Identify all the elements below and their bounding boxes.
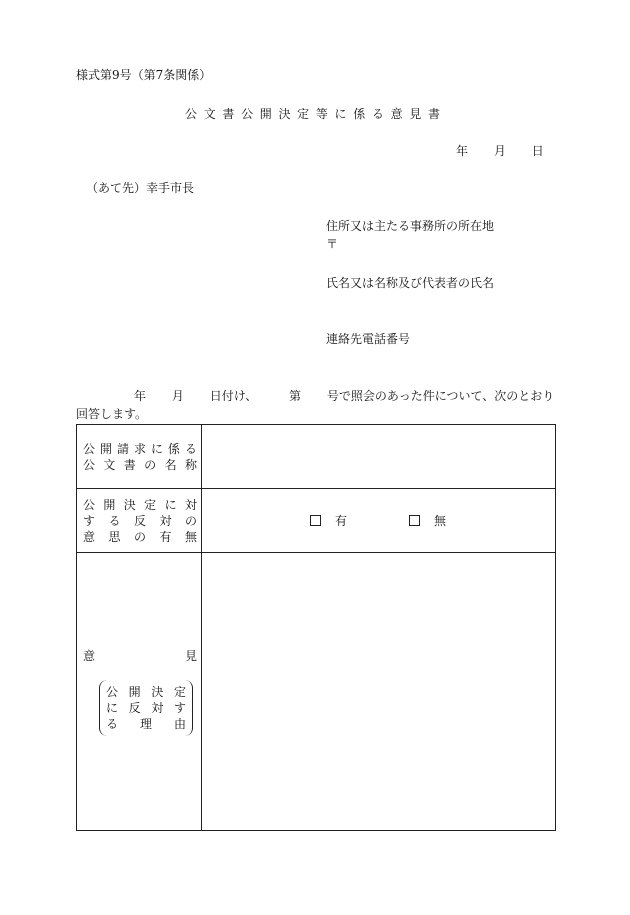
body-year: 年: [134, 389, 147, 403]
form-number: 様式第9号（第7条関係）: [76, 68, 212, 82]
objection-label-line: [83, 513, 197, 529]
document-name-label: [83, 441, 197, 473]
document-name-label-char: 公: [83, 441, 96, 456]
body-line-1: [134, 390, 554, 402]
opinion-reason-char: す: [173, 700, 186, 715]
objection-label-char: す: [83, 513, 96, 528]
objection-label: [83, 497, 197, 545]
document-name-label-cell: [77, 425, 202, 489]
opinion-reason-char: 対: [151, 700, 164, 715]
document-title: [185, 108, 440, 120]
objection-label-char: る: [108, 513, 121, 528]
title-char: 係: [353, 107, 366, 121]
title-char: に: [334, 107, 347, 121]
objection-label-char: 意: [83, 529, 96, 544]
opinion-reason-line: [106, 716, 186, 732]
body-date-suffix: 日付け、: [209, 389, 258, 403]
opinion-label: [83, 648, 197, 664]
title-char: 公: [185, 107, 198, 121]
opinion-reason-char: 決: [151, 684, 164, 699]
objection-label-char: 決: [123, 497, 136, 512]
title-char: 定: [297, 107, 310, 121]
document-name-label-char: 称: [184, 457, 197, 472]
opinion-reason-char: 由: [173, 716, 186, 731]
title-char: 開: [259, 107, 272, 121]
objection-label-char: 有: [159, 529, 172, 544]
opinion-reason-line: [106, 684, 186, 700]
document-name-label-char: 請: [116, 441, 129, 456]
opinion-label-char: 見: [184, 648, 197, 663]
document-name-label-char: 開: [99, 441, 112, 456]
objection-options-cell: [202, 489, 556, 553]
title-char: る: [371, 107, 384, 121]
objection-label-char: 定: [144, 497, 157, 512]
title-char: 意: [390, 107, 403, 121]
objection-label-char: に: [164, 497, 177, 512]
opinion-reason-line: [106, 700, 186, 716]
date-month: 月: [493, 144, 506, 158]
body-number-prefix: 第: [289, 389, 302, 403]
objection-label-char: 反: [133, 513, 146, 528]
date-year: 年: [456, 144, 469, 158]
title-char: 書: [222, 107, 235, 121]
title-char: 見: [409, 107, 422, 121]
addressee: （あて先）幸手市長: [86, 181, 195, 195]
response-table: [76, 424, 556, 831]
objection-label-char: 思: [108, 529, 121, 544]
date-line: [456, 145, 544, 157]
document-name-label-char: 文: [103, 457, 116, 472]
document-name-field[interactable]: [202, 425, 556, 489]
opinion-reason-note: [99, 680, 193, 736]
document-name-label-line: [83, 457, 197, 473]
option-yes-label: 有: [335, 514, 348, 528]
opinion-reason-char: 公: [106, 684, 119, 699]
option-no[interactable]: [409, 512, 446, 529]
body-month: 月: [171, 389, 184, 403]
document-name-label-char: る: [184, 441, 197, 456]
body-line1-rest: 号で照会のあった件について、次のとおり: [326, 389, 555, 403]
objection-label-char: 公: [83, 497, 96, 512]
objection-label-cell: [77, 489, 202, 553]
document-name-label-char: 書: [123, 457, 136, 472]
objection-label-line: [83, 497, 197, 513]
address-label: 住所又は主たる事務所の所在地: [326, 219, 495, 233]
opinion-label-cell: [77, 553, 202, 831]
objection-label-char: 対: [184, 497, 197, 512]
objection-label-line: [83, 529, 197, 545]
opinion-reason-char: る: [106, 716, 119, 731]
body-line-2: 回答します。: [76, 407, 148, 421]
opinion-reason-char: 反: [128, 700, 141, 715]
document-name-label-char: 求: [133, 441, 146, 456]
name-label: 氏名又は名称及び代表者の氏名: [326, 276, 495, 290]
objection-label-char: の: [133, 529, 146, 544]
date-day: 日: [531, 144, 544, 158]
document-name-label-char: 名: [164, 457, 177, 472]
objection-label-char: の: [184, 513, 197, 528]
objection-label-char: 無: [184, 529, 197, 544]
title-char: 公: [241, 107, 254, 121]
title-char: 等: [315, 107, 328, 121]
checkbox-no[interactable]: [409, 515, 420, 526]
document-name-label-line: [83, 441, 197, 457]
opinion-reason-char: 理: [139, 716, 152, 731]
opinion-label-char: 意: [83, 648, 96, 663]
phone-label: 連絡先電話番号: [326, 332, 411, 346]
option-no-label: 無: [434, 514, 447, 528]
opinion-reason-char: 定: [173, 684, 186, 699]
objection-label-char: 対: [159, 513, 172, 528]
title-char: 決: [278, 107, 291, 121]
objection-label-char: 開: [103, 497, 116, 512]
document-name-label-char: に: [150, 441, 163, 456]
title-char: 文: [203, 107, 216, 121]
opinion-field[interactable]: [202, 553, 556, 831]
document-name-label-char: 公: [83, 457, 96, 472]
postal-mark: 〒: [326, 237, 339, 251]
opinion-reason-char: 開: [128, 684, 141, 699]
document-name-label-char: の: [144, 457, 157, 472]
checkbox-yes[interactable]: [310, 515, 321, 526]
opinion-reason-char: に: [106, 700, 119, 715]
document-name-label-char: 係: [167, 441, 180, 456]
option-yes[interactable]: [310, 512, 347, 529]
title-char: 書: [427, 107, 440, 121]
